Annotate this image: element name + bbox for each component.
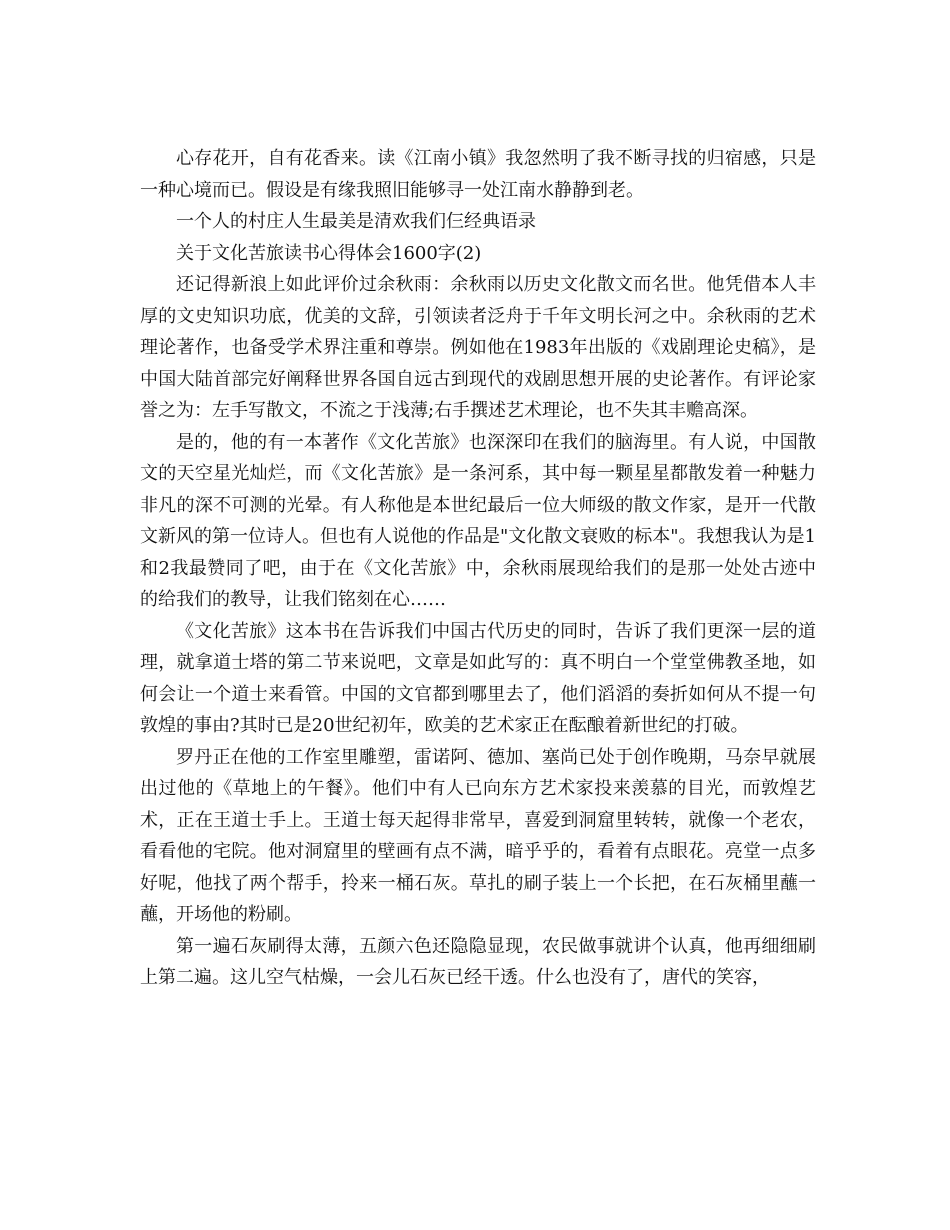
paragraph-daoshi-ta: 《文化苦旅》这本书在告诉我们中国古代历史的同时，告诉了我们更深一层的道理，就拿道士塔的第二节来说吧，文章是如此写的：真不明白一个堂堂佛教圣地，如何会让一个道士来看管。中国的文官都到哪里去了，他们滔滔的奏折如何从不提一句敦煌的事由?其时已是20世纪初年，欧美的艺术家正在酝酿着新世纪的打破。 — [140, 620, 816, 736]
paragraph-quote-line: 一个人的村庄人生最美是清欢我们仨经典语录 — [176, 211, 536, 232]
section-title: 关于文化苦旅读书心得体会1600字(2) — [176, 242, 482, 264]
paragraph-rodin: 罗丹正在他的工作室里雕塑，雷诺阿、德加、塞尚已处于创作晚期，马奈早就展出过他的《草地上的午餐》。他们中有人已向东方艺术家投来羡慕的目光，而敦煌艺术，正在王道士手上。王道士每天起得非常早，喜爱到洞窟里转转，就像一个老农，看看他的宅院。他对洞窟里的壁画有点不满，暗乎乎的，看着有点眼花。亮堂一点多好呢，他找了两个帮手，拎来一桶石灰。草扎的刷子装上一个长把，在石灰桶里蘸一蘸，开场他的粉刷。 — [140, 746, 816, 925]
paragraph-yu-qiuyu: 还记得新浪上如此评价过余秋雨：余秋雨以历史文化散文而名世。他凭借本人丰厚的文史知识功底，优美的文辞，引领读者泛舟于千年文明长河之中。余秋雨的艺术理论著作，也备受学术界注重和尊崇。例如他在1983年出版的《戏剧理论史稿》，是中国大陆首部完好阐释世界各国自远古到现代的戏剧思想开展的史论著作。有评论家誉之为：左手写散文，不流之于浅薄;右手撰述艺术理论，也不失其丰赡高深。 — [140, 274, 816, 421]
paragraph-wenhua-kulv: 是的，他的有一本著作《文化苦旅》也深深印在我们的脑海里。有人说，中国散文的天空星光灿烂，而《文化苦旅》是一条河系，其中每一颗星星都散发着一种魅力非凡的深不可测的光晕。有人称他是本世纪最后一位大师级的散文作家，是开一代散文新风的第一位诗人。但也有人说他的作品是"文化散文衰败的标本"。我想我认为是1和2我最赞同了吧，由于在《文化苦旅》中，余秋雨展现给我们的是那一处处古迹中的给我们的教导，让我们铭刻在心…… — [140, 431, 817, 610]
paragraph-shihui: 第一遍石灰刷得太薄，五颜六色还隐隐显现，农民做事就讲个认真，他再细细刷上第二遍。这儿空气枯燥，一会儿石灰已经干透。什么也没有了，唐代的笑容， — [140, 935, 816, 988]
paragraph-intro: 心存花开，自有花香来。读《江南小镇》我忽然明了我不断寻找的归宿感，只是一种心境而已。假设是有缘我照旧能够寻一处江南水静静到老。 — [140, 148, 816, 201]
document-body — [140, 143, 816, 994]
